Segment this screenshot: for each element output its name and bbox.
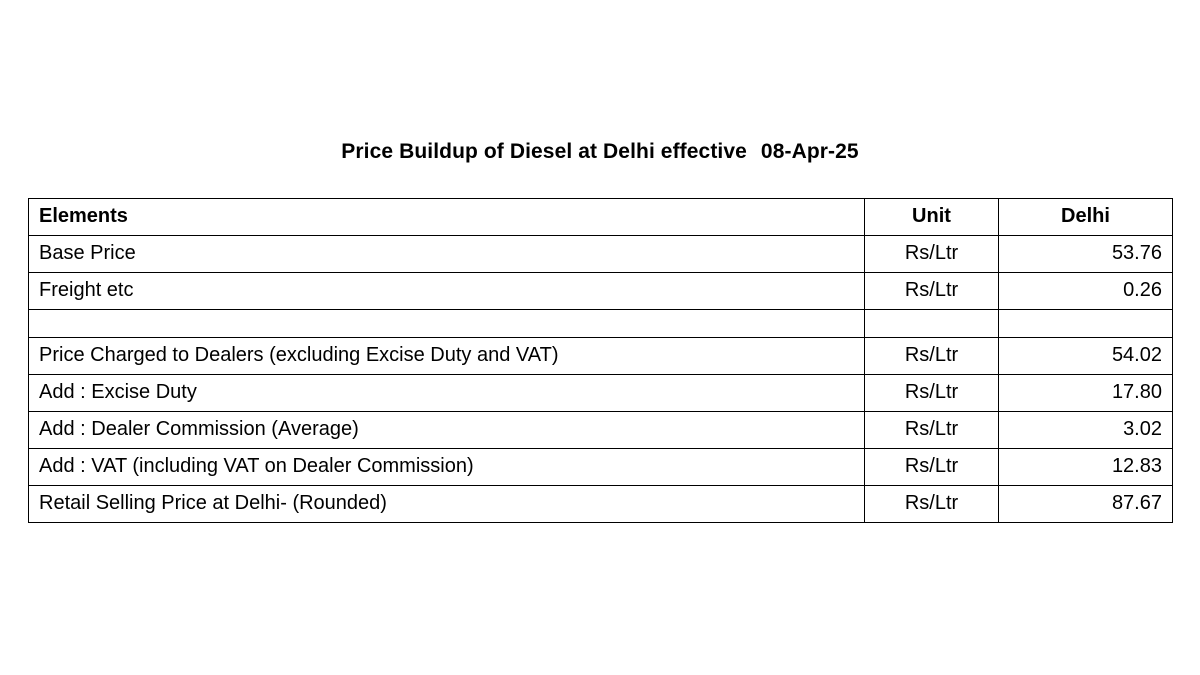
- row-element-label: Retail Selling Price at Delhi- (Rounded): [29, 486, 865, 523]
- row-value: 0.26: [999, 273, 1173, 310]
- table-header: [29, 199, 1173, 236]
- row-element-label: Add : Excise Duty: [29, 375, 865, 412]
- row-value: 54.02: [999, 338, 1173, 375]
- table-row: [29, 236, 1173, 273]
- page-title-text: Price Buildup of Diesel at Delhi effective: [341, 140, 747, 163]
- table-row: [29, 412, 1173, 449]
- row-unit: Rs/Ltr: [865, 375, 999, 412]
- page-title-date: 08-Apr-25: [760, 140, 859, 163]
- row-unit: Rs/Ltr: [865, 412, 999, 449]
- column-header-delhi: Delhi: [999, 199, 1173, 236]
- price-buildup-table: [28, 198, 1173, 523]
- row-value: 87.67: [999, 486, 1173, 523]
- row-element-label: Freight etc: [29, 273, 865, 310]
- row-value: [999, 310, 1173, 338]
- table-row: [29, 338, 1173, 375]
- column-header-unit: Unit: [865, 199, 999, 236]
- row-unit: Rs/Ltr: [865, 236, 999, 273]
- row-unit: Rs/Ltr: [865, 486, 999, 523]
- table-row: [29, 273, 1173, 310]
- row-unit: Rs/Ltr: [865, 449, 999, 486]
- row-unit: Rs/Ltr: [865, 273, 999, 310]
- table-row: [29, 375, 1173, 412]
- column-header-elements: Elements: [29, 199, 865, 236]
- table-row-spacer: [29, 310, 1173, 338]
- price-buildup-table-container: [28, 198, 1172, 523]
- row-value: 17.80: [999, 375, 1173, 412]
- page-title: [0, 140, 1200, 164]
- table-header-row: [29, 199, 1173, 236]
- row-element-label: Add : Dealer Commission (Average): [29, 412, 865, 449]
- row-element-label: Add : VAT (including VAT on Dealer Commission): [29, 449, 865, 486]
- row-element-label: Base Price: [29, 236, 865, 273]
- row-value: 53.76: [999, 236, 1173, 273]
- row-value: 3.02: [999, 412, 1173, 449]
- table-row: [29, 486, 1173, 523]
- row-element-label: Price Charged to Dealers (excluding Excise Duty and VAT): [29, 338, 865, 375]
- table-body: [29, 236, 1173, 523]
- row-unit: [865, 310, 999, 338]
- row-value: 12.83: [999, 449, 1173, 486]
- table-row: [29, 449, 1173, 486]
- row-element-label: [29, 310, 865, 338]
- row-unit: Rs/Ltr: [865, 338, 999, 375]
